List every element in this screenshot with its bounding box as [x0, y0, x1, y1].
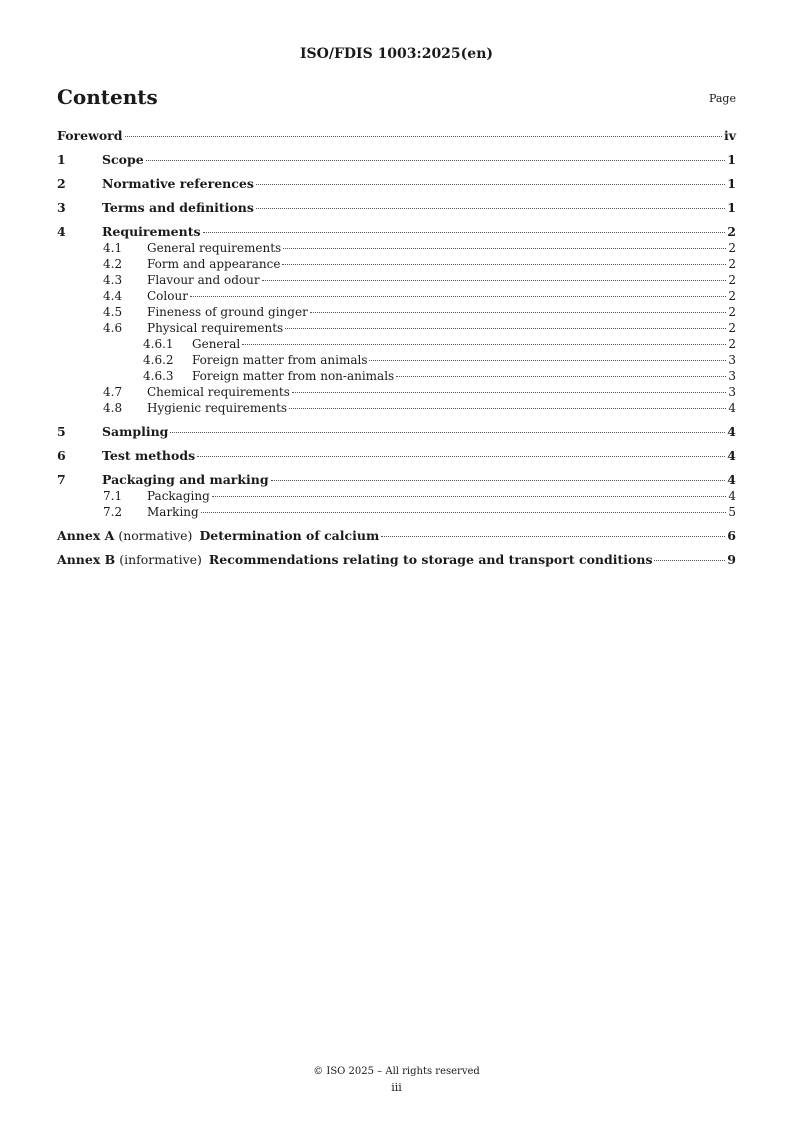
leader-dots [310, 312, 727, 313]
toc-entry-terms-and-definitions[interactable] [57, 200, 736, 216]
document-header: ISO/FDIS 1003:2025(en) [299, 46, 493, 62]
toc-entry-title: Normative references [102, 176, 254, 191]
toc-entry-physical-requirements[interactable] [57, 320, 736, 336]
leader-dots [212, 496, 727, 497]
toc-entry-title: Colour [147, 289, 188, 303]
toc-entry-page: 6 [727, 528, 736, 543]
leader-dots [292, 392, 726, 393]
toc-entry-foreign-matter-from-animals[interactable] [57, 352, 736, 368]
toc-entry-title: Foreign matter from animals [192, 353, 368, 367]
toc-entry-sampling[interactable] [57, 424, 736, 440]
toc-entry-colour[interactable] [57, 288, 736, 304]
toc-entry-title: Sampling [102, 424, 169, 439]
toc-entry-number: 4 [57, 224, 66, 239]
annex-label: Annex B [57, 552, 116, 567]
toc-entry-title: Chemical requirements [147, 385, 290, 399]
toc-entry-page: 2 [728, 257, 736, 271]
leader-dots [125, 136, 722, 137]
toc-entry-form-and-appearance[interactable] [57, 256, 736, 272]
toc-entry-number: 1 [57, 152, 66, 167]
toc-entry-number: 4.7 [103, 385, 123, 399]
toc-entry-page: 3 [728, 353, 736, 367]
toc-entry-number: 3 [57, 200, 66, 215]
toc-entry-number: 4.3 [103, 273, 123, 287]
toc-entry-packaging[interactable] [57, 488, 736, 504]
leader-dots [201, 512, 727, 513]
toc-entry-page: 4 [727, 424, 736, 439]
toc-entry-page: 1 [727, 200, 736, 215]
toc-entry-page: 4 [728, 489, 736, 503]
annex-label: Annex A [57, 528, 115, 543]
toc-entry-foreword[interactable] [57, 128, 736, 144]
toc-entry-chemical-requirements[interactable] [57, 384, 736, 400]
toc-entry-title: Packaging [147, 489, 210, 503]
toc-entry-number: 4.1 [103, 241, 123, 255]
toc-entry-number: 4.6.3 [143, 369, 174, 383]
contents-title: Contents [57, 85, 158, 109]
toc-entry-number: 4.6.1 [143, 337, 174, 351]
copyright-notice: © ISO 2025 – All rights reserved [313, 1066, 480, 1077]
toc-entry-annex-b[interactable] [57, 552, 736, 568]
toc-entry-page: 4 [728, 401, 736, 415]
toc-entry-page: 2 [728, 289, 736, 303]
leader-dots [271, 480, 726, 481]
toc-entry-page: 1 [727, 176, 736, 191]
toc-entry-number: 7.2 [103, 505, 123, 519]
toc-entry-fineness-of-ground-ginger[interactable] [57, 304, 736, 320]
leader-dots [654, 560, 725, 561]
leader-dots [396, 376, 726, 377]
toc-entry-number: 4.2 [103, 257, 123, 271]
toc-entry-packaging-and-marking[interactable] [57, 472, 736, 488]
leader-dots [289, 408, 726, 409]
toc-entry-page: 2 [728, 321, 736, 335]
leader-dots [190, 296, 726, 297]
toc-entry-normative-references[interactable] [57, 176, 736, 192]
leader-dots [285, 328, 726, 329]
toc-entry-page: 4 [727, 472, 736, 487]
toc-entry-page: 9 [727, 552, 736, 567]
toc-entry-title: Fineness of ground ginger [147, 305, 308, 319]
toc-entry-annex-a[interactable] [57, 528, 736, 544]
toc-entry-number: 6 [57, 448, 66, 463]
toc-entry-test-methods[interactable] [57, 448, 736, 464]
page-column-label: Page [708, 92, 736, 105]
toc-entry-title: Test methods [102, 448, 196, 463]
toc-entry-general-requirements[interactable] [57, 240, 736, 256]
toc-entry-number: 7 [57, 472, 66, 487]
toc-entry-page: 2 [728, 305, 736, 319]
toc-entry-number: 4.6.2 [143, 353, 174, 367]
leader-dots [256, 208, 725, 209]
leader-dots [203, 232, 726, 233]
annex-type: (informative) [119, 552, 202, 567]
toc-entry-title: Marking [147, 505, 199, 519]
toc-entry-title: Physical requirements [147, 321, 284, 335]
toc-entry-number: 5 [57, 424, 66, 439]
toc-entry-page: 1 [727, 152, 736, 167]
toc-entry-title: Requirements [102, 224, 201, 239]
leader-dots [369, 360, 726, 361]
leader-dots [283, 248, 726, 249]
toc-entry-page: 4 [727, 448, 736, 463]
page-footer [0, 1066, 793, 1094]
leader-dots [242, 344, 726, 345]
toc-entry-page: iv [723, 128, 736, 143]
table-of-contents [57, 128, 736, 568]
leader-dots [256, 184, 725, 185]
toc-entry-number: 7.1 [103, 489, 123, 503]
toc-entry-page: 2 [728, 241, 736, 255]
leader-dots [381, 536, 725, 537]
toc-entry-title: Foreign matter from non-animals [192, 369, 395, 383]
toc-entry-title: Recommendations relating to storage and transport conditions [208, 552, 653, 567]
toc-entry-title: Packaging and marking [102, 472, 269, 487]
toc-entry-foreign-matter-from-non-animals[interactable] [57, 368, 736, 384]
leader-dots [146, 160, 726, 161]
toc-entry-page: 5 [728, 505, 736, 519]
leader-dots [197, 456, 725, 457]
toc-entry-number: 4.5 [103, 305, 123, 319]
toc-entry-number: 4.6 [103, 321, 123, 335]
toc-entry-page: 2 [728, 273, 736, 287]
toc-entry-title: Scope [102, 152, 144, 167]
toc-entry-marking[interactable] [57, 504, 736, 520]
toc-entry-general[interactable] [57, 336, 736, 352]
toc-entry-page: 2 [727, 224, 736, 239]
toc-entry-page: 2 [728, 337, 736, 351]
toc-entry-title: General [192, 337, 241, 351]
annex-type: (normative) [118, 528, 193, 543]
page-number: iii [391, 1081, 402, 1094]
toc-entry-hygienic-requirements[interactable] [57, 400, 736, 416]
toc-entry-title: Terms and definitions [102, 200, 254, 215]
leader-dots [170, 432, 725, 433]
leader-dots [262, 280, 727, 281]
toc-entry-flavour-and-odour[interactable] [57, 272, 736, 288]
leader-dots [282, 264, 726, 265]
toc-entry-title: Foreword [57, 128, 123, 143]
toc-entry-title: Determination of calcium [199, 528, 380, 543]
toc-entry-page: 3 [728, 369, 736, 383]
toc-entry-title: Form and appearance [147, 257, 281, 271]
toc-entry-title: Hygienic requirements [147, 401, 288, 415]
toc-entry-page: 3 [728, 385, 736, 399]
toc-entry-requirements[interactable] [57, 224, 736, 240]
toc-entry-title: Flavour and odour [147, 273, 260, 287]
toc-entry-number: 4.4 [103, 289, 123, 303]
toc-entry-scope[interactable] [57, 152, 736, 168]
toc-entry-number: 4.8 [103, 401, 123, 415]
toc-entry-title: General requirements [147, 241, 282, 255]
toc-entry-number: 2 [57, 176, 66, 191]
